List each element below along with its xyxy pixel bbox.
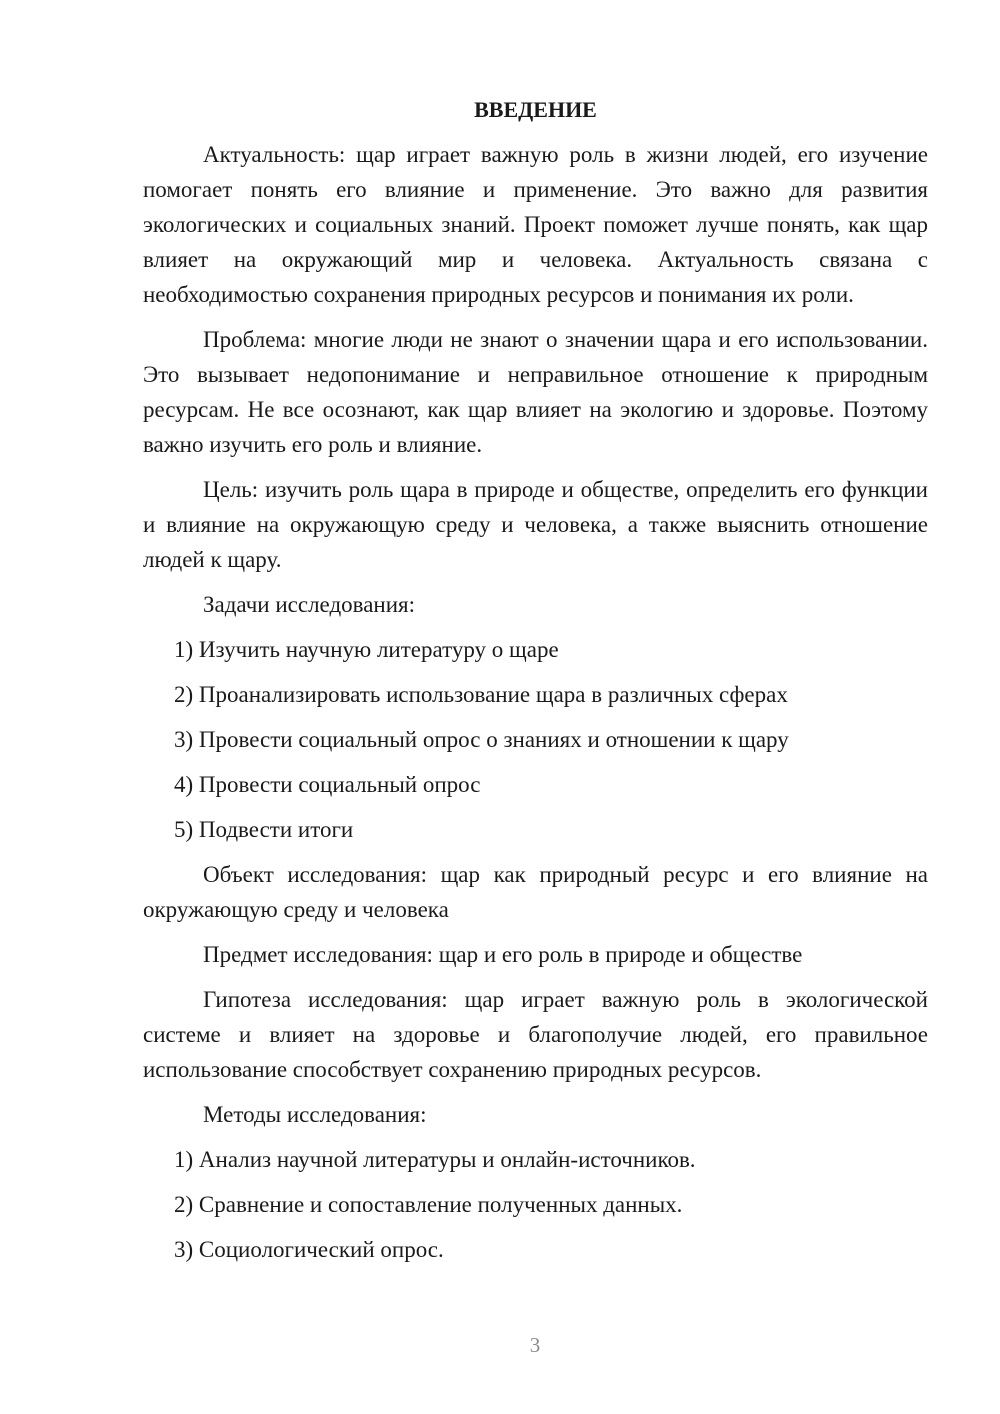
document-page [143, 95, 928, 1277]
list-item: 4) Провести социальный опрос [174, 772, 481, 797]
object-paragraph: Объект исследования: щар как природный ресурс и его влияние на окружающую среду и человека [143, 862, 928, 922]
methods-list [143, 1142, 928, 1267]
problem-paragraph: Проблема: многие люди не знают о значении щара и его использовании. Это вызывает недопонимание и неправильное отношение к природным ресурсам. Не все осознают, как щар влияет на экологию и здоровье. Поэтому важно изучить его роль и влияние. [143, 327, 928, 457]
hypothesis-paragraph: Гипотеза исследования: щар играет важную роль в экологической системе и влияет на здоровье и благополучие людей, его правильное использование способствует сохранению природных ресурсов. [143, 987, 928, 1082]
goal-paragraph: Цель: изучить роль щара в природе и обществе, определить его функции и влияние на окружающую среду и человека, а также выяснить отношение людей к щару. [143, 477, 928, 572]
list-item: 1) Анализ научной литературы и онлайн-источников. [174, 1147, 696, 1172]
list-item: 2) Сравнение и сопоставление полученных данных. [174, 1192, 683, 1217]
list-item: 5) Подвести итоги [174, 817, 354, 842]
list-item: 2) Проанализировать использование щара в различных сферах [174, 682, 788, 707]
tasks-list [143, 632, 928, 847]
list-item: 3) Провести социальный опрос о знаниях и отношении к щару [174, 727, 789, 752]
tasks-heading: Задачи исследования: [203, 592, 416, 617]
page-title: ВВЕДЕНИЕ [474, 97, 597, 122]
list-item: 3) Социологический опрос. [174, 1237, 444, 1262]
list-item: 1) Изучить научную литературу о щаре [174, 637, 559, 662]
subject-paragraph: Предмет исследования: щар и его роль в природе и обществе [203, 942, 803, 967]
relevance-paragraph: Актуальность: щар играет важную роль в жизни людей, его изучение помогает понять его влияние и применение. Это важно для развития экологических и социальных знаний. Проект поможет лучше понять, как щар влияет на окружающий мир и человека. Актуальность связана с необходимостью сохранения природных ресурсов и понимания их роли. [143, 142, 928, 307]
page-number: 3 [529, 1333, 541, 1357]
methods-heading: Методы исследования: [203, 1102, 427, 1127]
